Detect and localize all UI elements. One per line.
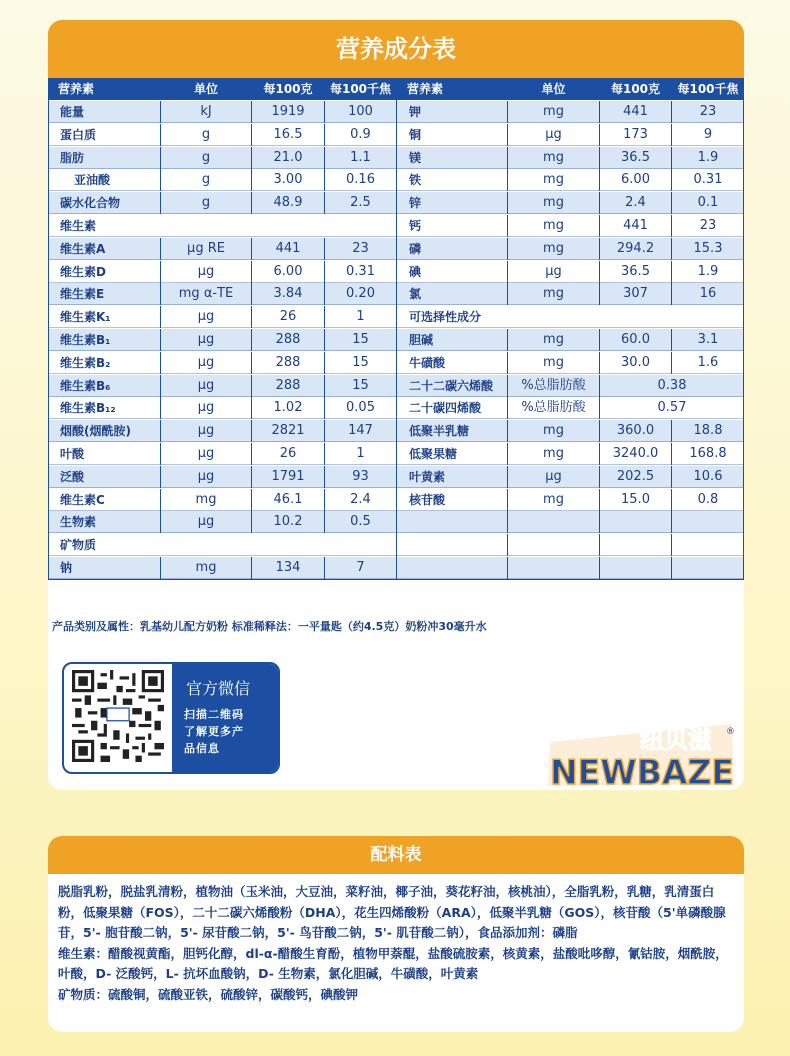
value-per-100kj: 2.4	[350, 491, 371, 507]
nutrient-name: 蛋白质	[60, 127, 97, 142]
column-header: 单位	[541, 82, 566, 96]
value-per-100g: 288	[275, 332, 301, 347]
nutrient-name: 低聚半乳糖	[409, 424, 470, 439]
nutrient-name: 碳水化合物	[60, 196, 121, 211]
value-per-100kj: 15	[352, 354, 369, 370]
value-per-100kj: 16	[699, 286, 717, 302]
nutrient-name: 维生素B₂	[60, 355, 111, 370]
value-per-100kj: 0.31	[346, 263, 375, 279]
nutrient-name: 叶酸	[60, 447, 85, 461]
value-per-100g: 26	[279, 446, 297, 461]
value-per-100kj: 23	[699, 218, 717, 233]
value-per-100g: 48.9	[273, 195, 303, 211]
value-per-100kj: 15	[352, 377, 369, 393]
value-per-100kj: 10.6	[693, 468, 723, 484]
nutrient-value-merged: 0.57	[657, 400, 687, 416]
nutrient-unit: g	[201, 126, 211, 142]
nutrient-name: 钾	[409, 105, 422, 119]
nutrient-unit: μg	[545, 263, 562, 279]
value-per-100kj: 168.8	[689, 446, 727, 461]
nutrient-unit: μg	[197, 400, 215, 416]
value-per-100kj: 0.16	[346, 172, 375, 188]
nutrient-unit: g	[201, 195, 211, 211]
nutrient-name: 钙	[409, 219, 422, 233]
nutrient-name: 维生素A	[60, 241, 106, 256]
value-per-100kj: 0.20	[346, 286, 375, 302]
value-per-100kj: 23	[352, 240, 369, 256]
newbaze-logo	[544, 706, 740, 790]
nutrient-unit: mg	[543, 491, 564, 507]
nutrient-unit: g	[201, 172, 211, 188]
value-per-100g: 1.02	[273, 400, 303, 416]
nutrient-name: 二十碳四烯酸	[409, 401, 482, 416]
nutrient-unit: mg	[543, 423, 564, 439]
column-header: 营养素	[58, 82, 95, 96]
ingredients-minerals: 矿物质：硫酸铜，硫酸亚铁，硫酸锌，碳酸钙，碘酸钾	[58, 986, 359, 1002]
nutrient-unit: g	[201, 149, 211, 165]
value-per-100kj: 100	[348, 104, 373, 119]
nutrient-name: 烟酸(烟酰胺)	[60, 424, 131, 439]
nutrient-name: 胆碱	[409, 333, 434, 347]
nutrition-table	[48, 78, 744, 602]
nutrient-unit: mg	[543, 149, 564, 165]
nutrient-name: 亚油酸	[74, 173, 111, 188]
nutrient-unit: μg	[197, 309, 215, 325]
value-per-100g: 441	[623, 218, 648, 233]
value-per-100kj: 3.1	[697, 332, 719, 347]
nutrient-name: 磷	[409, 241, 422, 256]
value-per-100g: 21.0	[273, 149, 303, 165]
value-per-100g: 2.4	[625, 195, 646, 211]
nutrient-unit: μg RE	[187, 240, 225, 256]
wechat-line-2: 了解更多产	[184, 725, 244, 738]
value-per-100kj: 15	[352, 332, 369, 347]
section-label: 维生素	[60, 219, 97, 233]
value-per-100g: 10.2	[273, 514, 303, 530]
table-divider	[396, 78, 397, 580]
value-per-100g: 30.0	[621, 354, 650, 370]
nutrient-unit: mg	[543, 104, 564, 119]
value-per-100g: 360.0	[616, 423, 655, 439]
brand-en: NEWBAZE	[550, 753, 734, 790]
nutrient-unit: mg	[543, 218, 564, 233]
nutrient-name: 铁	[409, 173, 422, 188]
ingredients-title: 配料表	[48, 836, 744, 874]
nutrient-name: 碘	[409, 264, 422, 279]
value-per-100kj: 147	[348, 423, 373, 439]
value-per-100kj: 1.9	[697, 149, 719, 165]
value-per-100kj: 0.8	[697, 491, 719, 507]
value-per-100kj: 1.1	[350, 149, 371, 165]
value-per-100g: 1791	[271, 468, 305, 484]
wechat-line-3: 品信息	[184, 742, 220, 755]
product-footnote: 产品类别及属性：乳基幼儿配方奶粉 标准稀释法：一平量匙（约4.5克）奶粉冲30毫升水	[52, 620, 487, 633]
value-per-100kj: 23	[699, 104, 717, 119]
nutrient-unit: μg	[197, 263, 215, 279]
wechat-line-1: 扫描二维码	[184, 708, 244, 721]
nutrient-unit: kJ	[200, 104, 212, 119]
nutrient-name: 脂肪	[60, 150, 85, 165]
value-per-100kj: 93	[352, 468, 369, 484]
nutrient-unit: μg	[197, 423, 215, 439]
registered-mark: ®	[726, 727, 735, 737]
ingredients-text	[58, 882, 734, 1005]
value-per-100kj: 0.05	[346, 400, 375, 416]
nutrient-unit: mg	[543, 172, 564, 188]
nutrient-name: 维生素C	[60, 492, 105, 507]
ingredients-main: 脱脂乳粉，脱盐乳清粉，植物油（玉米油，大豆油，菜籽油，椰子油，葵花籽油，核桃油），全脂乳粉，乳糖，乳清蛋白粉，低聚果糖（FOS），二十二碳六烯酸粉（DHA），花生四烯酸粉（ARA），低聚半乳糖（GOS），核苷酸（5'单磷酸腺苷，5'- 胞苷酸二钠，5'- 尿苷酸二钠，5'- 鸟苷酸二钠，5'- 肌苷酸二钠），食品添加剂：磷脂	[58, 884, 726, 940]
nutrient-name: 维生素B₁₂	[60, 401, 116, 416]
nutrient-unit: μg	[197, 446, 215, 461]
column-header: 单位	[193, 82, 218, 96]
value-per-100g: 3.00	[273, 172, 303, 188]
value-per-100g: 36.5	[621, 263, 650, 279]
value-per-100kj: 0.31	[693, 172, 723, 188]
nutrient-name: 锌	[409, 196, 422, 211]
nutrient-name: 叶黄素	[409, 469, 446, 484]
value-per-100g: 36.5	[621, 149, 650, 165]
value-per-100g: 441	[623, 104, 648, 119]
nutrient-unit: mg	[195, 560, 217, 575]
value-per-100g: 288	[275, 377, 301, 393]
value-per-100g: 6.00	[273, 263, 303, 279]
nutrient-value-merged: 0.38	[657, 377, 687, 393]
column-header: 每100千焦	[329, 82, 392, 96]
nutrient-name: 维生素B₆	[60, 378, 111, 393]
value-per-100g: 16.5	[273, 126, 303, 142]
column-header: 每100克	[610, 82, 661, 96]
nutrient-unit: %总脂肪酸	[521, 400, 586, 416]
nutrient-unit: mg α-TE	[178, 286, 234, 302]
section-label: 可选择性成分	[409, 310, 482, 325]
nutrient-unit: mg	[543, 446, 564, 461]
value-per-100g: 173	[623, 126, 648, 142]
value-per-100kj: 7	[356, 560, 365, 575]
value-per-100kj: 1.6	[697, 354, 719, 370]
value-per-100g: 60.0	[621, 332, 650, 347]
nutrient-unit: mg	[543, 240, 564, 256]
value-per-100kj: 9	[703, 126, 713, 142]
nutrient-name: 低聚果糖	[409, 447, 458, 461]
value-per-100kj: 1	[356, 309, 365, 325]
nutrient-name: 二十二碳六烯酸	[409, 378, 494, 393]
nutrient-name: 铜	[409, 127, 422, 142]
nutrient-unit: mg	[543, 332, 564, 347]
nutrient-name: 能量	[60, 105, 85, 119]
nutrition-card	[48, 20, 744, 790]
wechat-panel	[172, 664, 278, 772]
value-per-100g: 307	[623, 286, 648, 302]
nutrient-unit: μg	[545, 126, 562, 142]
column-header: 每100千焦	[677, 82, 739, 96]
value-per-100g: 202.5	[616, 468, 655, 484]
nutrient-unit: mg	[195, 491, 217, 507]
value-per-100g: 288	[275, 354, 301, 370]
value-per-100g: 46.1	[273, 491, 303, 507]
nutrient-name: 核苷酸	[409, 492, 446, 507]
nutrient-unit: %总脂肪酸	[521, 377, 586, 393]
value-per-100kj: 15.3	[693, 240, 723, 256]
nutrient-name: 氯	[409, 287, 422, 302]
qr-code-icon	[72, 670, 164, 762]
value-per-100g: 294.2	[616, 240, 655, 256]
nutrient-unit: mg	[543, 354, 564, 370]
column-header: 每100克	[263, 82, 313, 96]
value-per-100kj: 2.5	[350, 195, 371, 211]
value-per-100g: 134	[275, 560, 301, 575]
value-per-100g: 441	[275, 240, 301, 256]
nutrient-unit: μg	[197, 377, 215, 393]
value-per-100kj: 18.8	[693, 423, 723, 439]
value-per-100kj: 1	[356, 446, 365, 461]
nutrient-name: 维生素K₁	[60, 310, 111, 325]
nutrient-name: 镁	[409, 150, 422, 165]
wechat-desc	[184, 706, 244, 757]
value-per-100g: 15.0	[621, 491, 650, 507]
ingredients-card	[48, 836, 744, 1032]
value-per-100kj: 0.5	[350, 514, 371, 530]
nutrient-unit: mg	[543, 286, 564, 302]
nutrient-name: 维生素D	[60, 264, 106, 279]
value-per-100g: 1919	[271, 104, 305, 119]
section-label: 矿物质	[60, 538, 97, 553]
wechat-title: 官方微信	[186, 679, 251, 698]
ingredients-vitamins: 维生素：醋酸视黄酯，胆钙化醇，dl-α-醋酸生育酚，植物甲萘醌，盐酸硫胺素，核黄素，盐酸吡哆醇，氰钴胺，烟酰胺，叶酸，D- 泛酸钙，L- 抗坏血酸钠，D- 生物素，氯化胆碱，牛磺酸，叶黄素	[58, 945, 728, 981]
nutrient-name: 维生素B₁	[60, 333, 111, 347]
nutrient-unit: μg	[197, 468, 215, 484]
nutrient-unit: μg	[197, 354, 215, 370]
value-per-100g: 26	[279, 309, 297, 325]
nutrient-name: 生物素	[60, 515, 97, 530]
value-per-100kj: 1.9	[697, 263, 719, 279]
value-per-100g: 3.84	[273, 286, 303, 302]
nutrient-unit: mg	[543, 195, 564, 211]
nutrient-unit: μg	[197, 514, 215, 530]
nutrient-name: 钠	[60, 561, 73, 575]
value-per-100kj: 0.1	[697, 195, 719, 211]
value-per-100g: 2821	[271, 423, 305, 439]
column-header: 营养素	[407, 82, 444, 96]
brand-cn: 纽贝滋	[640, 726, 712, 754]
nutrition-title: 营养成分表	[48, 20, 744, 78]
value-per-100g: 3240.0	[612, 446, 659, 461]
nutrient-name: 牛磺酸	[409, 355, 446, 370]
nutrient-unit: μg	[545, 468, 562, 484]
nutrient-name: 维生素E	[60, 287, 105, 302]
nutrient-unit: μg	[197, 332, 215, 347]
value-per-100kj: 0.9	[350, 126, 371, 142]
wechat-box[interactable]	[62, 662, 280, 774]
value-per-100g: 6.00	[621, 172, 650, 188]
nutrient-name: 泛酸	[60, 469, 85, 484]
